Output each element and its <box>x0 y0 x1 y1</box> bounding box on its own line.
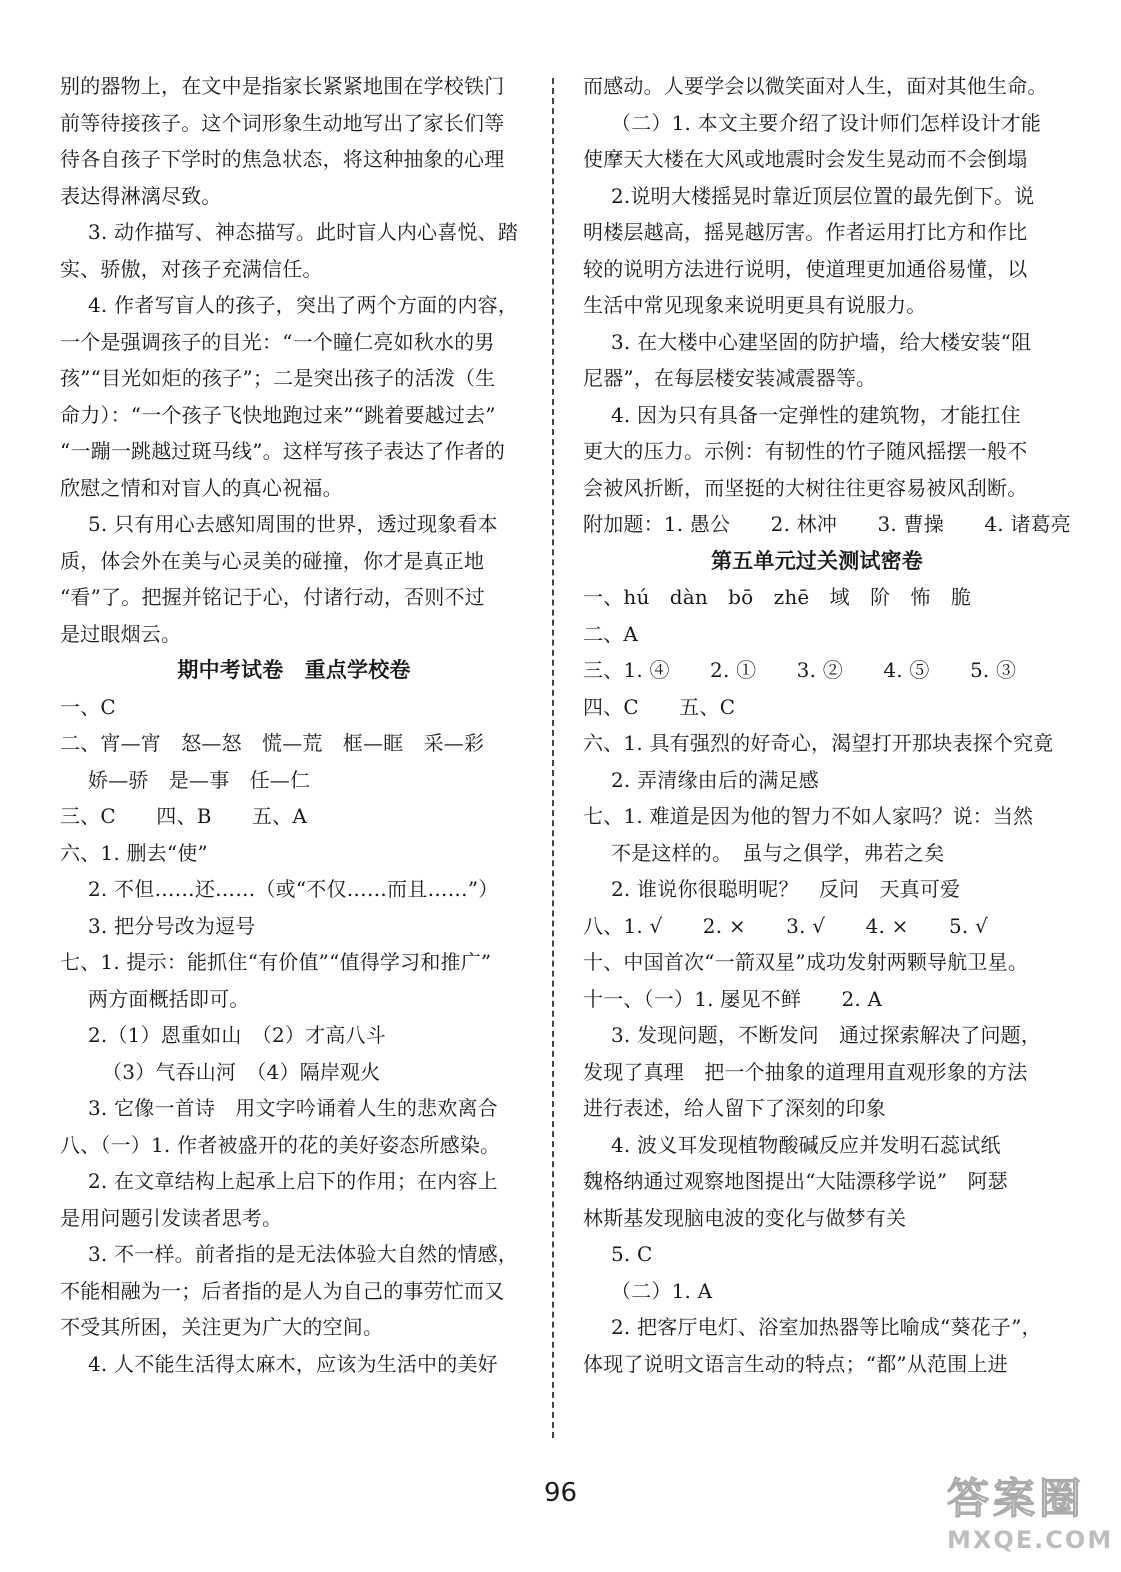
watermark-bottom-text: MXQE.COM <box>947 1526 1114 1554</box>
text-line: 林斯基发现脑电波的变化与做梦有关 <box>583 1205 907 1230</box>
text-line: 3. 在大楼中心建坚固的防护墙，给大楼安装“阻 <box>611 329 1032 354</box>
text-line: “一蹦一跳越过斑马线”。这样写孩子表达了作者的 <box>60 439 506 463</box>
text-line: 附加题：1. 愚公 2. 林冲 3. 曹操 4. 诸葛亮 <box>583 512 1071 536</box>
section-heading: 第五单元过关测试密卷 <box>711 548 923 573</box>
text-line: 2.（1）恩重如山 （2）才高八斗 <box>88 1023 386 1047</box>
text-line: 是过眼烟云。 <box>60 621 182 646</box>
text-line: 2. 谁说你很聪明呢？ 反问 天真可爱 <box>611 877 961 901</box>
text-line: 六、1. 删去“使” <box>60 840 208 865</box>
text-line: 十一、（一）1. 屡见不鲜 2. A <box>583 986 883 1011</box>
right-column <box>583 68 1071 1382</box>
text-line: 一、C <box>60 694 116 719</box>
text-line: 2. 不但……还……（或“不仅……而且……”） <box>88 877 499 901</box>
text-line: 表达得淋漓尽致。 <box>60 183 222 208</box>
text-line: 4. 人不能生活得太麻木，应该为生活中的美好 <box>88 1351 498 1376</box>
text-line: 3. 动作描写、神态描写。此时盲人内心喜悦、踏 <box>88 220 519 244</box>
text-line: 会被风折断，而坚挺的大树往往更容易被风刮断。 <box>583 475 1028 500</box>
text-line: 不能相融为一；后者指的是人为自己的事劳忙而又 <box>60 1278 505 1303</box>
text-line: （二）1. A <box>611 1278 713 1303</box>
text-line: 而感动。人要学会以微笑面对人生，面对其他生命。 <box>583 74 1048 98</box>
text-line: 生活中常见现象来说明更具有说服力。 <box>583 293 927 317</box>
text-line: 进行表述，给人留下了深刻的印象 <box>583 1096 886 1120</box>
column-divider <box>552 78 554 1438</box>
watermark-top-text: 答案圈 <box>947 1474 1086 1523</box>
text-line: 尼器”，在每层楼安装减震器等。 <box>583 366 877 390</box>
text-line: （3）气吞山河 （4）隔岸观火 <box>102 1059 381 1084</box>
text-line: 3. 它像一首诗 用文字吟诵着人生的悲欢离合 <box>88 1096 498 1120</box>
text-line: 2. 把客厅电灯、浴室加热器等比喻成“葵花子”， <box>611 1315 1042 1339</box>
text-line: 不是这样的。 虽与之俱学，弗若之矣 <box>611 840 945 865</box>
text-line: 明楼层越高，摇晃越厉害。作者运用打比方和作比 <box>583 220 1028 244</box>
text-line: 两方面概括即可。 <box>88 986 250 1011</box>
text-line: 六、1. 具有强烈的好奇心，渴望打开那块表探个究竟 <box>583 731 1054 755</box>
text-line: 3. 不一样。前者指的是无法体验大自然的情感， <box>88 1242 519 1266</box>
text-line: 十、中国首次“一箭双星”成功发射两颗导航卫星。 <box>583 950 1029 974</box>
text-line: 2.说明大楼摇晃时靠近顶层位置的最先倒下。说 <box>611 183 1035 208</box>
text-line: 三、1. ④ 2. ① 3. ② 4. ⑤ 5. ③ <box>583 658 1017 682</box>
text-line: 3. 发现问题，不断发问 通过探索解决了问题， <box>611 1023 1042 1047</box>
section-heading: 期中考试卷 重点学校卷 <box>177 658 411 682</box>
text-line: 待各自孩子下学时的焦急状态，将这种抽象的心理 <box>60 147 505 171</box>
text-line: 是用问题引发读者思考。 <box>60 1205 283 1230</box>
text-line: 5. C <box>611 1242 653 1266</box>
text-line: 实、骄傲，对孩子充满信任。 <box>60 256 323 281</box>
text-line: 二、宵—宵 怒—怒 慌—荒 框—眶 采—彩 <box>60 731 485 755</box>
text-line: 较的说明方法进行说明，使道理更加通俗易懂，以 <box>583 256 1028 281</box>
text-line: 二、A <box>583 621 639 646</box>
text-line: 2. 弄清缘由后的满足感 <box>611 767 819 792</box>
text-line: 4. 作者写盲人的孩子，突出了两个方面的内容， <box>88 293 519 317</box>
text-line: 2. 在文章结构上起承上启下的作用；在内容上 <box>88 1169 498 1193</box>
text-line: 发现了真理 把一个抽象的道理用直观形象的方法 <box>583 1059 1028 1084</box>
text-line: 四、C 五、C <box>583 694 736 719</box>
text-line: 别的器物上，在文中是指家长紧紧地围在学校铁门 <box>60 74 505 98</box>
text-line: （二）1. 本文主要介绍了设计师们怎样设计才能 <box>611 110 1042 135</box>
text-line: 前等待接孩子。这个词形象生动地写出了家长们等 <box>60 110 505 135</box>
text-line: 八、1. √ 2. × 3. √ 4. × 5. √ <box>583 913 988 938</box>
text-line: 七、1. 提示：能抓住“有价值”“值得学习和推广” <box>60 950 492 974</box>
page-number: 96 <box>543 1478 578 1508</box>
text-line: 三、C 四、B 五、A <box>60 804 308 828</box>
text-line: 娇—骄 是—事 任—仁 <box>88 767 311 792</box>
text-line: 质，体会外在美与心灵美的碰撞，你才是真正地 <box>60 548 485 573</box>
text-line: 一、hú dàn bō zhē 域 阶 怖 脆 <box>583 585 972 609</box>
text-line: 不受其所困，关注更为广大的空间。 <box>60 1315 384 1339</box>
text-line: 欣慰之情和对盲人的真心祝福。 <box>60 475 343 500</box>
watermark-logo <box>947 1466 1114 1558</box>
text-line: “看”了。把握并铭记于心，付诸行动，否则不过 <box>60 585 485 609</box>
text-line: 魏格纳通过观察地图提出“大陆漂移学说” 阿瑟 <box>583 1169 1008 1193</box>
text-line: 4. 因为只有具备一定弹性的建筑物，才能扛住 <box>611 402 1021 427</box>
text-line: 使摩天大楼在大风或地震时会发生晃动而不会倒塌 <box>583 147 1028 171</box>
text-line: 体现了说明文语言生动的特点；“都”从范围上进 <box>583 1351 1008 1376</box>
text-line: 命力）：“一个孩子飞快地跑过来”“跳着要越过去” <box>60 402 496 427</box>
text-line: 3. 把分号改为逗号 <box>88 913 256 938</box>
left-column <box>60 68 528 1382</box>
text-line: 一个是强调孩子的目光：“一个瞳仁亮如秋水的男 <box>60 329 495 354</box>
text-line: 七、1. 难道是因为他的智力不如人家吗？说：当然 <box>583 804 1034 828</box>
text-line: 八、（一）1. 作者被盛开的花的美好姿态所感染。 <box>60 1132 501 1157</box>
text-line: 孩”“目光如炬的孩子”；二是突出孩子的活泼（生 <box>60 366 496 390</box>
text-line: 5. 只有用心去感知周围的世界，透过现象看本 <box>88 512 498 536</box>
text-line: 4. 波义耳发现植物酸碱反应并发明石蕊试纸 <box>611 1132 1001 1157</box>
text-line: 更大的压力。示例：有韧性的竹子随风摇摆一般不 <box>583 439 1028 463</box>
